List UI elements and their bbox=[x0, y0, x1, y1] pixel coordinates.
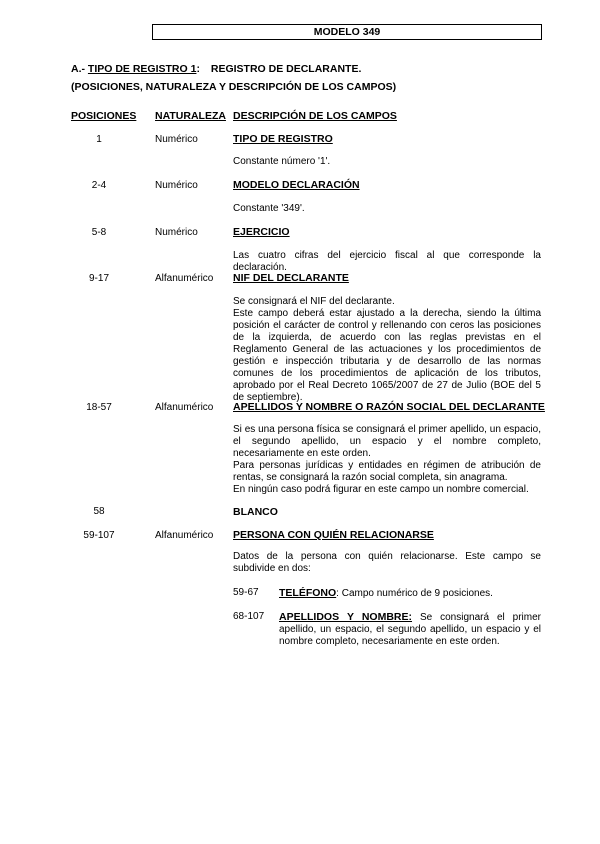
field-name: NIF DEL DECLARANTE bbox=[233, 272, 349, 284]
description-line: Se consignará el NIF del declarante. bbox=[233, 296, 395, 307]
model-header-box bbox=[152, 24, 542, 40]
field-nature: Alfanumérico bbox=[155, 402, 214, 413]
field-description: Datos de la persona con quién relacionarse. Este campo se subdivide en dos: bbox=[233, 551, 541, 574]
field-position: 5-8 bbox=[91, 227, 107, 238]
description-paragraph: Para personas jurídicas y entidades en régimen de atribución de rentas, se consignará la razón social completa, sin anagrama. bbox=[233, 460, 541, 483]
column-header-positions: POSICIONES bbox=[71, 110, 137, 122]
field-nature: Alfanumérico bbox=[155, 273, 214, 284]
subfield-name: APELLIDOS Y NOMBRE: bbox=[279, 611, 413, 623]
record-type-colon: : bbox=[196, 63, 200, 75]
field-name: MODELO DECLARACIÓN bbox=[233, 179, 360, 191]
field-position: 9-17 bbox=[88, 273, 109, 284]
field-nature: Numérico bbox=[155, 180, 198, 191]
field-description bbox=[233, 424, 541, 496]
field-position: 18-57 bbox=[86, 402, 112, 413]
description-paragraph: Si es una persona física se consignará el primer apellido, un espacio, el segundo apellido, un espacio y el nombre completo, necesariamente en este orden. bbox=[233, 424, 541, 459]
description-paragraph: En ningún caso podrá figurar en este campo un nombre comercial. bbox=[233, 484, 529, 495]
field-position: 59-107 bbox=[83, 530, 115, 541]
field-name: EJERCICIO bbox=[233, 226, 290, 238]
field-name: PERSONA CON QUIÉN RELACIONARSE bbox=[233, 529, 434, 541]
model-title: MODELO 349 bbox=[313, 26, 381, 38]
field-name: TIPO DE REGISTRO bbox=[233, 133, 333, 145]
subfield-position: 68-107 bbox=[233, 611, 265, 622]
record-type-label: TIPO DE REGISTRO 1 bbox=[87, 63, 197, 75]
field-name: BLANCO bbox=[233, 506, 278, 518]
column-header-description: DESCRIPCIÓN DE LOS CAMPOS bbox=[233, 110, 397, 122]
field-description: Constante '349'. bbox=[233, 203, 305, 214]
field-description: Constante número '1'. bbox=[233, 156, 331, 167]
field-description bbox=[233, 296, 541, 404]
subfield-description bbox=[279, 611, 541, 648]
column-header-nature: NATURALEZA bbox=[155, 110, 226, 122]
record-name: REGISTRO DE DECLARANTE. bbox=[210, 63, 362, 75]
section-prefix: A.- bbox=[71, 63, 85, 75]
field-name: APELLIDOS Y NOMBRE O RAZÓN SOCIAL DEL DECLARANTE bbox=[233, 401, 545, 413]
description-paragraph: Este campo deberá estar ajustado a la derecha, siendo la última posición el carácter de control y rellenando con ceros las posiciones de la izquierda, de acuerdo con las reglas previstas en el Reglamento General de las actuaciones y los procedimientos de gestión e inspección tributaria y de desarrollo de las normas comunes de los procedimientos de aplicación de los tributos, aprobado por el Real Decreto 1065/2007 de 27 de Julio (BOE del 5 de septiembre). bbox=[233, 308, 541, 403]
subfield-name: TELÉFONO bbox=[279, 587, 337, 599]
subfield-text: : Campo numérico de 9 posiciones. bbox=[336, 588, 493, 599]
subfield-description bbox=[279, 587, 541, 600]
section-subtitle: (POSICIONES, NATURALEZA Y DESCRIPCIÓN DE LOS CAMPOS) bbox=[71, 81, 397, 93]
section-heading bbox=[71, 63, 361, 75]
field-position: 58 bbox=[93, 506, 105, 517]
field-nature: Numérico bbox=[155, 134, 198, 145]
field-nature: Numérico bbox=[155, 227, 198, 238]
subfield-position: 59-67 bbox=[233, 587, 259, 598]
field-nature: Alfanumérico bbox=[155, 530, 214, 541]
field-position: 2-4 bbox=[91, 180, 107, 191]
field-description: Las cuatro cifras del ejercicio fiscal al que corresponde la declaración. bbox=[233, 250, 541, 273]
subfield-text: Se consignará el primer apellido, un espacio, el segundo apellido, un espacio y el nombre completo, necesariamente en este orden. bbox=[279, 612, 541, 647]
field-position: 1 bbox=[96, 134, 102, 145]
